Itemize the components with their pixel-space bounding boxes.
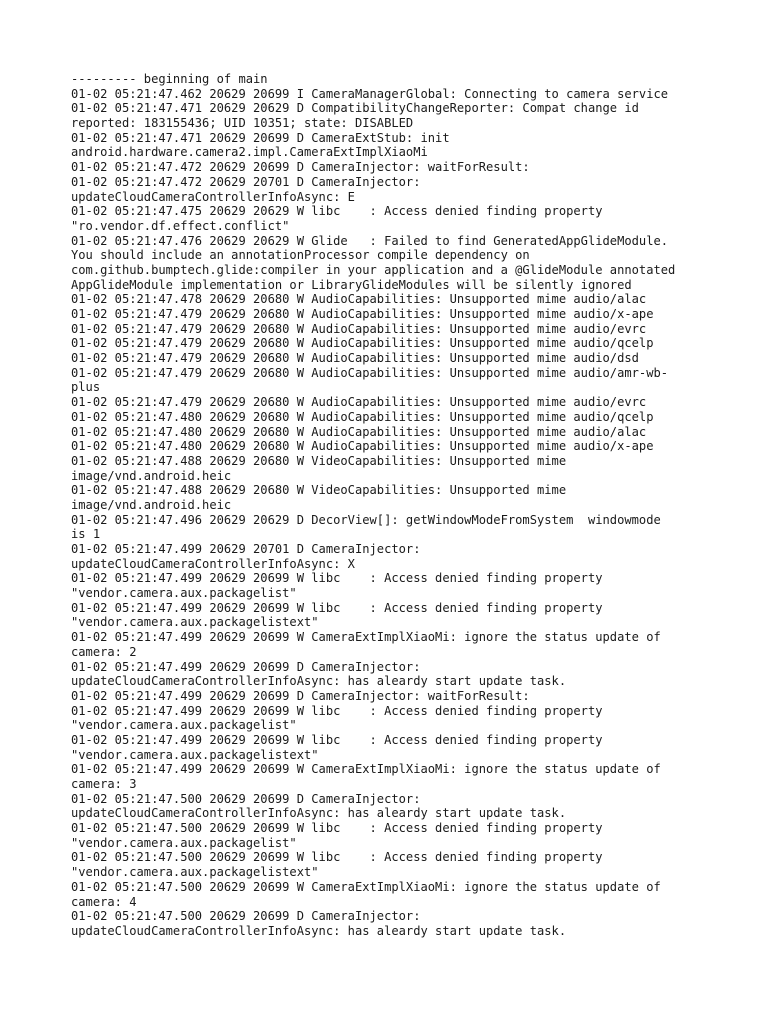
log-line: 01-02 05:21:47.499 20629 20699 W libc : Access denied finding property: [71, 600, 603, 615]
log-line: 01-02 05:21:47.496 20629 20629 D DecorView[]: getWindowModeFromSystem windowmode: [71, 512, 661, 527]
log-line: 01-02 05:21:47.499 20629 20699 D CameraInjector:: [71, 659, 421, 674]
log-line: 01-02 05:21:47.480 20629 20680 W AudioCapabilities: Unsupported mime audio/x-ape: [71, 439, 654, 454]
log-line: com.github.bumptech.glide:compiler in your application and a @GlideModule annotated: [71, 262, 676, 277]
log-line: "vendor.camera.aux.packagelist": [71, 835, 297, 850]
log-line: 01-02 05:21:47.499 20629 20699 D CameraInjector: waitForResult:: [71, 688, 530, 703]
logcat-text-block: [71, 72, 711, 939]
log-line: "vendor.camera.aux.packagelist": [71, 718, 297, 733]
log-line: 01-02 05:21:47.500 20629 20699 W CameraExtImplXiaoMi: ignore the status update of: [71, 879, 661, 894]
log-line: 01-02 05:21:47.479 20629 20680 W AudioCapabilities: Unsupported mime audio/evrc: [71, 395, 647, 410]
log-line: updateCloudCameraControllerInfoAsync: E: [71, 189, 355, 204]
log-line: is 1: [71, 527, 101, 542]
log-line: camera: 2: [71, 644, 137, 659]
log-line: "vendor.camera.aux.packagelistext": [71, 615, 319, 630]
log-line: updateCloudCameraControllerInfoAsync: has aleardy start update task.: [71, 806, 567, 821]
log-line: updateCloudCameraControllerInfoAsync: has aleardy start update task.: [71, 923, 567, 938]
log-line: 01-02 05:21:47.472 20629 20701 D CameraInjector:: [71, 174, 421, 189]
log-line: AppGlideModule implementation or LibraryGlideModules will be silently ignored: [71, 277, 632, 292]
log-line: android.hardware.camera2.impl.CameraExtImplXiaoMi: [71, 145, 428, 160]
log-line: image/vnd.android.heic: [71, 497, 232, 512]
log-line: "vendor.camera.aux.packagelist": [71, 586, 297, 601]
log-line: 01-02 05:21:47.462 20629 20699 I CameraManagerGlobal: Connecting to camera service: [71, 86, 669, 101]
log-line: 01-02 05:21:47.499 20629 20699 W libc : Access denied finding property: [71, 732, 603, 747]
log-line: 01-02 05:21:47.499 20629 20701 D CameraInjector:: [71, 542, 421, 556]
log-line: 01-02 05:21:47.471 20629 20699 D CameraExtStub: init: [71, 130, 450, 145]
log-line: 01-02 05:21:47.480 20629 20680 W AudioCapabilities: Unsupported mime audio/alac: [71, 424, 647, 439]
log-line: 01-02 05:21:47.475 20629 20629 W libc : Access denied finding property: [71, 204, 603, 219]
log-line: 01-02 05:21:47.488 20629 20680 W VideoCapabilities: Unsupported mime: [71, 453, 567, 468]
log-line: camera: 4: [71, 894, 137, 909]
log-line: 01-02 05:21:47.479 20629 20680 W AudioCapabilities: Unsupported mime audio/qcelp: [71, 336, 654, 351]
log-line: updateCloudCameraControllerInfoAsync: X: [71, 556, 355, 571]
log-line: "vendor.camera.aux.packagelistext": [71, 865, 319, 880]
log-line: 01-02 05:21:47.479 20629 20680 W AudioCapabilities: Unsupported mime audio/x-ape: [71, 307, 654, 321]
log-line: reported: 183155436; UID 10351; state: DISABLED: [71, 116, 414, 131]
log-line: 01-02 05:21:47.499 20629 20699 W libc : Access denied finding property: [71, 571, 603, 586]
log-line: 01-02 05:21:47.500 20629 20699 D CameraInjector:: [71, 909, 421, 924]
log-line: 01-02 05:21:47.488 20629 20680 W VideoCapabilities: Unsupported mime: [71, 483, 567, 498]
log-line: 01-02 05:21:47.499 20629 20699 W libc : Access denied finding property: [71, 703, 603, 718]
log-line: 01-02 05:21:47.499 20629 20699 W CameraExtImplXiaoMi: ignore the status update of: [71, 630, 661, 645]
log-line: 01-02 05:21:47.472 20629 20699 D CameraInjector: waitForResult:: [71, 160, 530, 175]
log-line: 01-02 05:21:47.500 20629 20699 D CameraInjector:: [71, 791, 421, 806]
log-line: 01-02 05:21:47.479 20629 20680 W AudioCapabilities: Unsupported mime audio/dsd: [71, 351, 639, 366]
log-line: plus: [71, 380, 101, 395]
log-line: 01-02 05:21:47.476 20629 20629 W Glide : Failed to find GeneratedAppGlideModule.: [71, 233, 669, 248]
log-line: 01-02 05:21:47.480 20629 20680 W AudioCapabilities: Unsupported mime audio/qcelp: [71, 409, 654, 424]
log-line: 01-02 05:21:47.500 20629 20699 W libc : Access denied finding property: [71, 821, 603, 836]
log-line: 01-02 05:21:47.500 20629 20699 W libc : Access denied finding property: [71, 850, 603, 865]
log-line: 01-02 05:21:47.478 20629 20680 W AudioCapabilities: Unsupported mime audio/alac: [71, 292, 647, 307]
log-line: 01-02 05:21:47.479 20629 20680 W AudioCapabilities: Unsupported mime audio/amr-wb-: [71, 365, 669, 380]
log-line: You should include an annotationProcessor compile dependency on: [71, 248, 530, 263]
log-line: --------- beginning of main: [71, 72, 268, 86]
log-line: 01-02 05:21:47.479 20629 20680 W AudioCapabilities: Unsupported mime audio/evrc: [71, 321, 647, 336]
log-line: 01-02 05:21:47.471 20629 20629 D CompatibilityChangeReporter: Compat change id: [71, 101, 639, 116]
log-line: "vendor.camera.aux.packagelistext": [71, 747, 319, 762]
log-line: "ro.vendor.df.effect.conflict": [71, 218, 290, 233]
log-line: camera: 3: [71, 777, 137, 791]
log-line: image/vnd.android.heic: [71, 468, 232, 483]
log-line: 01-02 05:21:47.499 20629 20699 W CameraExtImplXiaoMi: ignore the status update of: [71, 762, 661, 777]
log-line: updateCloudCameraControllerInfoAsync: has aleardy start update task.: [71, 674, 567, 689]
